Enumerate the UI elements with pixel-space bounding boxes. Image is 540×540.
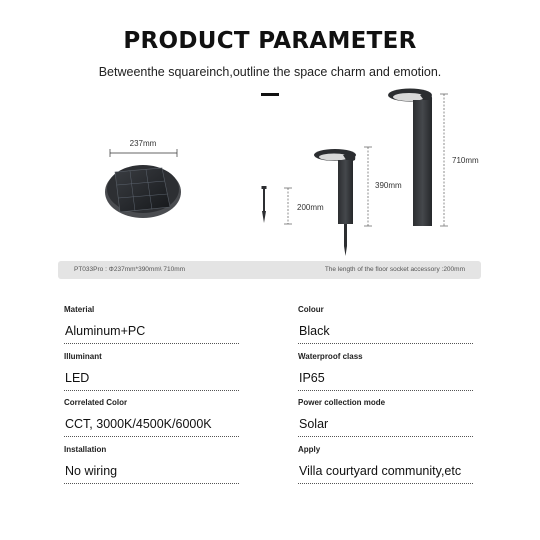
tall-height-label: 710mm [452,156,479,165]
dotted-divider [298,483,473,484]
spec-correlated-color [64,398,274,437]
ground-stake-illustration [262,186,293,224]
dotted-divider [64,343,239,344]
spec-installation [64,445,274,484]
model-size-text: PT033Pro : Φ237mm*390mm\ 710mm [74,266,186,273]
short-height-label: 390mm [375,181,402,190]
spec-waterproof-class [298,352,508,391]
spec-label: Installation [64,445,107,454]
spec-label: Material [64,305,95,314]
spec-apply [298,445,508,484]
spec-power-collection-mode [298,398,508,437]
dotted-divider [298,343,473,344]
spec-label: Power collection mode [298,398,386,407]
dotted-divider [298,436,473,437]
spec-material [64,305,274,344]
spec-label: Illuminant [64,352,102,361]
page-title: PRODUCT PARAMETER [123,28,417,54]
dotted-divider [64,436,239,437]
spec-label: Colour [298,305,324,314]
spec-label: Correlated Color [64,398,128,407]
spec-value: Villa courtyard community,etc [299,464,462,478]
diameter-label: 237mm [129,139,157,148]
spec-label: Apply [298,445,321,454]
page-subtitle: Betweenthe squareinch,outline the space charm and emotion. [98,65,442,79]
spec-value: CCT, 3000K/4500K/6000K [65,417,212,431]
spec-colour [298,305,508,344]
tall-bollard-illustration [388,89,448,227]
accessory-length-text: The length of the floor socket accessory :200mm [324,266,465,273]
spec-value: Solar [299,417,329,431]
stake-height-label: 200mm [297,203,324,212]
dotted-divider [64,483,239,484]
solar-disc-illustration [105,149,181,218]
spec-illuminant [64,352,274,391]
dotted-divider [298,390,473,391]
dotted-divider [64,390,239,391]
spec-value: LED [65,371,90,385]
model-info-strip [58,261,481,279]
spec-value: No wiring [65,464,118,478]
spec-value: IP65 [299,371,325,385]
spec-label: Waterproof class [298,352,363,361]
spec-value: Black [299,324,330,338]
product-illustration [0,0,540,260]
spec-value: Aluminum+PC [65,324,146,338]
short-bollard-illustration [314,147,372,256]
